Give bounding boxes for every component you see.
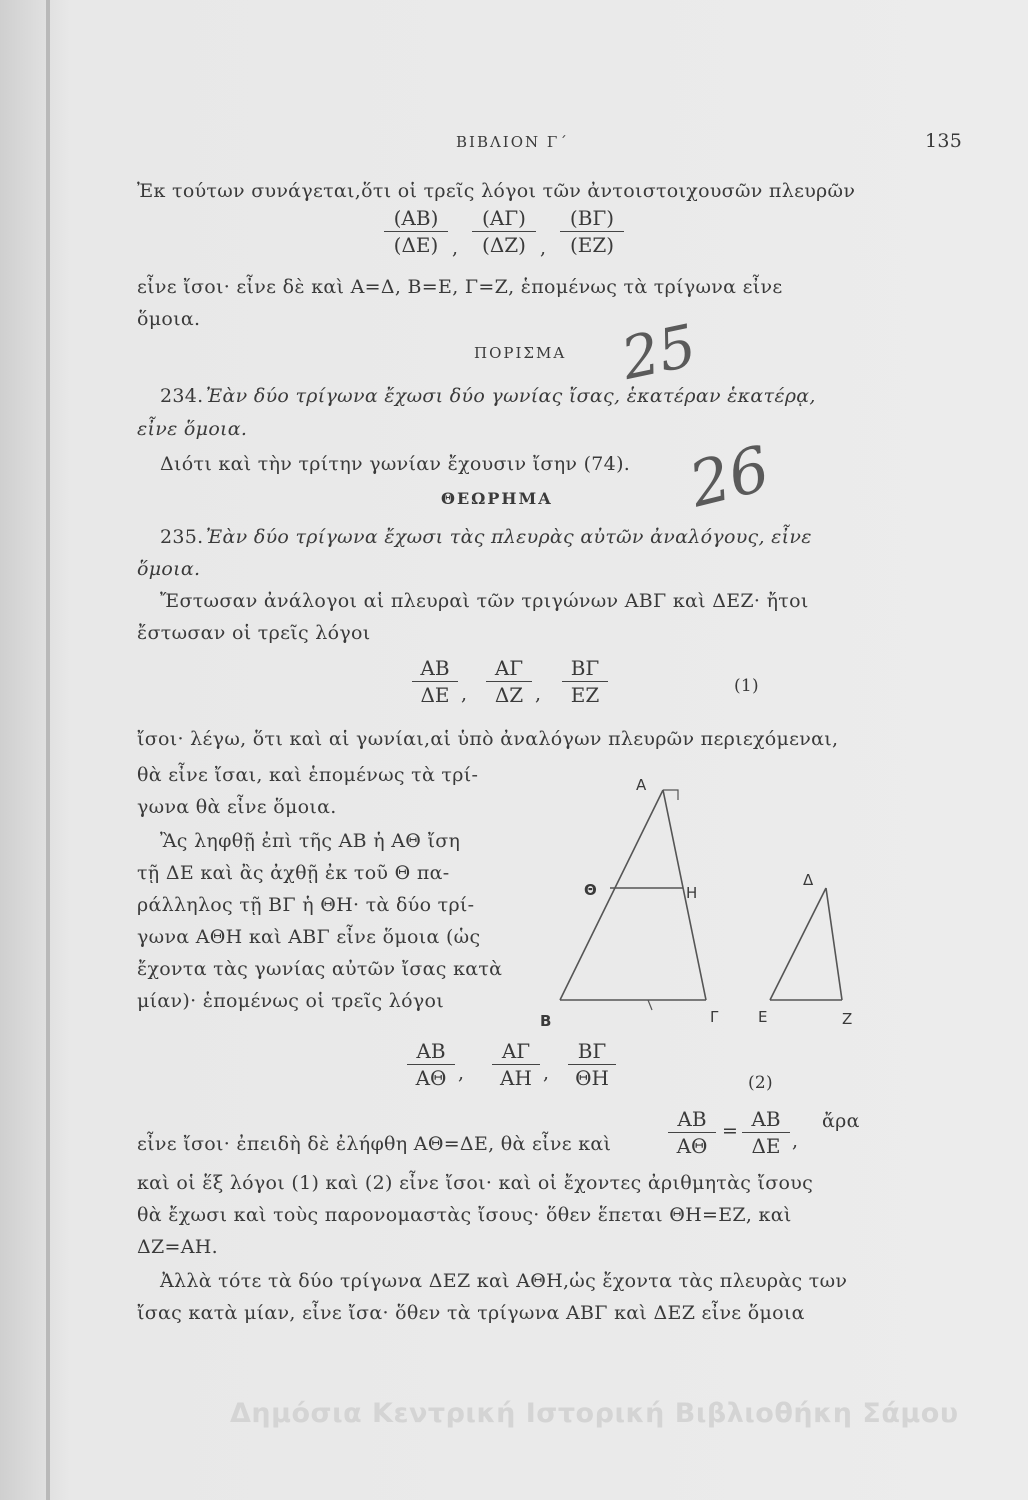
ratio-denominator: ΔΕ bbox=[420, 683, 450, 707]
label-E: Ε bbox=[758, 1008, 768, 1026]
ratio-separator: , bbox=[792, 1130, 799, 1152]
ratio-separator: , bbox=[535, 683, 542, 705]
ratio-numerator: ΑΓ bbox=[501, 1039, 531, 1063]
theorema-para-3-line-2: τῇ ΔΕ καὶ ἂς ἀχθῇ ἐκ τοῦ Θ πα- bbox=[137, 862, 450, 884]
page-number: 135 bbox=[925, 130, 963, 152]
theorema-para-3-line-4: γωνα ΑΘΗ καὶ ΑΒΓ εἶνε ὅμοια (ὡς bbox=[137, 926, 481, 948]
ratio-separator: , bbox=[540, 237, 547, 259]
theorema-para-3-line-3: ράλληλος τῇ ΒΓ ἡ ΘΗ· τὰ δύο τρί- bbox=[137, 894, 475, 916]
ratio-numerator: ΑΒ bbox=[416, 1039, 446, 1063]
ratio-denominator: ΔΕ bbox=[751, 1134, 781, 1158]
porisma-statement-1: Ἐὰν δύο τρίγωνα ἔχωσι δύο γωνίας ἴσας, ἑκατέραν ἑκατέρᾳ, bbox=[206, 385, 816, 407]
label-B: Β bbox=[540, 1012, 552, 1030]
ratio-separator: , bbox=[543, 1062, 550, 1084]
theorema-number: 235. bbox=[160, 526, 204, 548]
theorema-para-3-line-6: μίαν)· ἑπομένως οἱ τρεῖς λόγοι bbox=[137, 990, 445, 1012]
porisma-number: 234. bbox=[160, 385, 204, 407]
theorema-para-1-line-2: ἔστωσαν οἱ τρεῖς λόγοι bbox=[137, 622, 371, 644]
label-Theta: Θ bbox=[584, 881, 597, 899]
side-de bbox=[770, 888, 826, 1000]
ratio-denominator: ΑΘ bbox=[415, 1066, 447, 1090]
intro-line-1: Ἐκ τούτων συνάγεται,ὅτι οἱ τρεῖς λόγοι τῶν ἀντοιστοιχουσῶν πλευρῶν bbox=[137, 180, 856, 202]
side-dz bbox=[826, 888, 842, 1000]
theorema-para-4-line-3: θὰ ἔχωσι καὶ τοὺς παρονομαστὰς ἴσους· ὅθεν ἕπεται ΘΗ=ΕΖ, καὶ bbox=[137, 1204, 792, 1226]
side-ab bbox=[560, 790, 663, 1000]
ratio-numerator: ΑΒ bbox=[677, 1107, 707, 1131]
label-H: Η bbox=[686, 884, 698, 902]
intro-line-3: ὅμοια. bbox=[137, 308, 201, 330]
ratio-numerator: ΒΓ bbox=[570, 656, 600, 680]
porisma-statement-2: εἶνε ὅμοια. bbox=[137, 418, 248, 440]
label-Z: Ζ bbox=[842, 1010, 853, 1028]
running-header: ΒΙΒΛΙΟΝ Γ΄ bbox=[456, 133, 569, 151]
theorema-para-2-line-3: γωνα θὰ εἶνε ὅμοια. bbox=[137, 796, 337, 818]
ratio-denominator: ΑΗ bbox=[500, 1066, 532, 1090]
label-A: Α bbox=[636, 776, 647, 794]
ratio-denominator: ΘΗ bbox=[575, 1066, 609, 1090]
theorema-para-2-line-2: θὰ εἶνε ἴσαι, καὶ ἑπομένως τὰ τρί- bbox=[137, 764, 479, 786]
ratio-numerator: ΑΒ bbox=[751, 1107, 781, 1131]
theorema-para-4-line-1: εἶνε ἴσοι· ἐπειδὴ δὲ ἐλήφθη ΑΘ=ΔΕ, θὰ εἶνε καὶ bbox=[137, 1133, 612, 1155]
theorema-para-5-line-1: Ἀλλὰ τότε τὰ δύο τρίγωνα ΔΕΖ καὶ ΑΘΗ,ὡς ἔχοντα τὰς πλευρὰς των bbox=[160, 1270, 848, 1292]
theorema-para-3-line-1: Ἂς ληφθῇ ἐπὶ τῆς ΑΒ ἡ ΑΘ ἴση bbox=[160, 830, 461, 852]
ratio-denominator: ΕΖ bbox=[570, 683, 600, 707]
porisma-heading: ΠΟΡΙΣΜΑ bbox=[474, 344, 567, 362]
ratio-denominator: (ΔΕ) bbox=[393, 233, 439, 257]
ratio-denominator: ΑΘ bbox=[676, 1134, 708, 1158]
theorema-para-4-line-2: καὶ οἱ ἕξ λόγοι (1) καὶ (2) εἶνε ἴσοι· καὶ οἱ ἔχοντες ἀριθμητὰς ἴσους bbox=[137, 1172, 814, 1194]
ratio-denominator: ΔΖ bbox=[494, 683, 524, 707]
ratio-separator: , bbox=[458, 1062, 465, 1084]
theorema-statement-1: Ἐὰν δύο τρίγωνα ἔχωσι τὰς πλευρὰς αὐτῶν ἀναλόγους, εἶνε bbox=[206, 526, 812, 548]
theorema-statement-2: ὅμοια. bbox=[137, 558, 201, 580]
handwritten-mark-2: 26 bbox=[682, 431, 777, 522]
ratio-numerator: (ΒΓ) bbox=[569, 206, 615, 230]
theorema-para-1-line-1: Ἔστωσαν ἀνάλογοι αἱ πλευραὶ τῶν τριγώνων ΑΒΓ καὶ ΔΕΖ· ἤτοι bbox=[160, 590, 809, 612]
theorema-para-2-line-1: ἴσοι· λέγω, ὅτι καὶ αἱ γωνίαι,αἱ ὑπὸ ἀναλόγων πλευρῶν περιεχόμεναι, bbox=[137, 728, 839, 750]
equals-sign: = bbox=[722, 1120, 739, 1142]
porisma-proof: Διότι καὶ τὴν τρίτην γωνίαν ἔχουσιν ἴσην (74). bbox=[160, 453, 631, 475]
ratio-denominator: (ΕΖ) bbox=[569, 233, 615, 257]
handwritten-mark-1: 25 bbox=[615, 311, 703, 393]
label-D: Δ bbox=[803, 871, 814, 889]
label-G: Γ bbox=[710, 1008, 719, 1026]
ara-word: ἄρα bbox=[822, 1110, 860, 1132]
theorema-para-4-line-4: ΔΖ=ΑΗ. bbox=[137, 1236, 218, 1258]
ratio-numerator: ΒΓ bbox=[577, 1039, 607, 1063]
side-ag bbox=[663, 790, 706, 1000]
ratio-denominator: (ΔΖ) bbox=[482, 233, 526, 257]
theorema-para-5-line-2: ἴσας κατὰ μίαν, εἶνε ἴσα· ὅθεν τὰ τρίγωνα ΑΒΓ καὶ ΔΕΖ εἶνε ὅμοια bbox=[137, 1302, 805, 1324]
eq1-label: (1) bbox=[734, 676, 759, 696]
theorema-heading: ΘΕΩΡΗΜΑ bbox=[441, 489, 553, 508]
ratio-numerator: (ΑΓ) bbox=[482, 206, 526, 230]
ratio-numerator: ΑΒ bbox=[420, 656, 450, 680]
intro-line-2: εἶνε ἴσοι· εἶνε δὲ καὶ Α=Δ, Β=Ε, Γ=Ζ, ἑπομένως τὰ τρίγωνα εἶνε bbox=[137, 276, 783, 298]
ratio-separator: , bbox=[452, 237, 459, 259]
base-tick bbox=[648, 1000, 652, 1010]
ratio-numerator: (ΑΒ) bbox=[393, 206, 439, 230]
library-watermark: Δημόσια Κεντρική Ιστορική Βιβλιοθήκη Σάμου bbox=[230, 1398, 959, 1429]
ratio-separator: , bbox=[461, 683, 468, 705]
eq2-label: (2) bbox=[748, 1073, 773, 1093]
theorema-para-3-line-5: ἔχοντα τὰς γωνίας αὐτῶν ἴσας κατὰ bbox=[137, 958, 503, 980]
ratio-numerator: ΑΓ bbox=[494, 656, 524, 680]
